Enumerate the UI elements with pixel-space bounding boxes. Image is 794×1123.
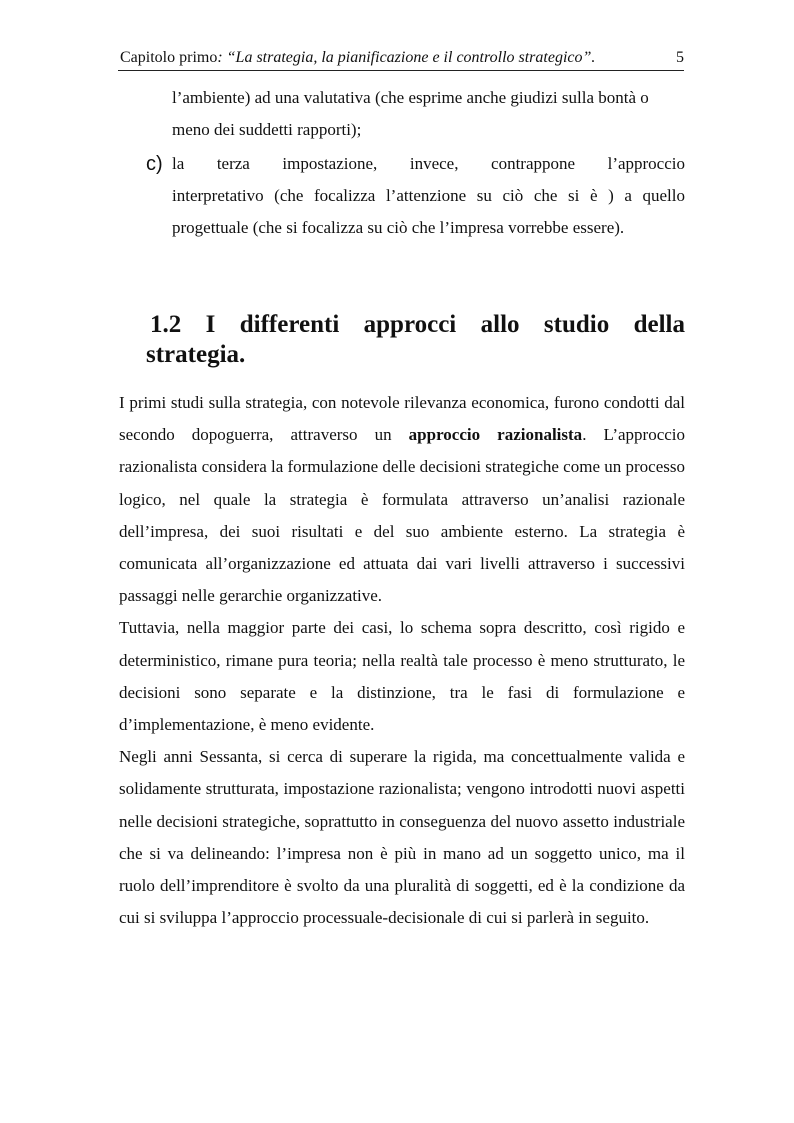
running-header-title — [120, 46, 595, 70]
running-header — [118, 44, 684, 71]
list-marker-c: c) — [146, 153, 163, 175]
chapter-label: Capitolo primo — [120, 49, 218, 66]
section-heading-line-2: strategia. — [146, 341, 246, 368]
section-heading-line-1: 1.2 I differenti approcci allo studio della — [150, 311, 685, 338]
paragraph-1 — [119, 387, 685, 612]
paragraph-1-bold-term: approccio razionalista — [408, 425, 583, 445]
paragraph-1-start: I primi studi sulla strategia, con notevole rilevanza economica, furono condotti dal secondo dopoguerra, attraverso un — [119, 393, 685, 445]
list-item-c-first-line: la terza impostazione, invece, contrappone l’approccio — [172, 154, 685, 173]
list-item-c-text — [172, 148, 685, 244]
page-number: 5 — [676, 49, 684, 66]
body-text — [119, 387, 685, 934]
list-item-b-continuation: l’ambiente) ad una valutativa (che esprime anche giudizi sulla bontà o meno dei suddetti rapporti); — [172, 88, 649, 139]
paragraph-3: Negli anni Sessanta, si cerca di superare la rigida, ma concettualmente valida e solidamente strutturata, impostazione razionalista; vengono introdotti nuovi aspetti nelle decisioni strategiche, soprattutto in conseguenza del nuovo assetto industriale che si va delineando: l’impresa non è più in mano ad un soggetto unico, ma il ruolo dell’imprenditore è svolto da una pluralità di soggetti, ed è la condizione da cui si sviluppa l’approccio processuale-decisionale di cui si parlerà in seguito. — [119, 747, 685, 928]
list-item-c — [146, 148, 685, 244]
paragraph-1-end: . L’approccio razionalista considera la formulazione delle decisioni strategiche come un processo logico, nel quale la strategia è formulata attraverso un’analisi razionale dell’impresa, dei suoi risultati e del suo ambiente esterno. La strategia è comunicata all’organizzazione ed attuata dai vari livelli attraverso i successivi passaggi nelle gerarchie organizzative. — [119, 425, 686, 606]
paragraph-2: Tuttavia, nella maggior parte dei casi, lo schema sopra descritto, così rigido e deterministico, rimane pura teoria; nella realtà tale processo è meno strutturato, le decisioni sono separate e la distinzione, tra le fasi di formulazione e d’implementazione, è meno evidente. — [119, 618, 685, 735]
chapter-title: : “La strategia, la pianificazione e il controllo strategico”. — [217, 49, 596, 66]
section-heading — [146, 310, 685, 370]
list-item-c-rest: interpretativo (che focalizza l’attenzione su ciò che si è ) a quello progettuale (che si focalizza su ciò che l’impresa vorrebbe essere). — [172, 186, 685, 237]
